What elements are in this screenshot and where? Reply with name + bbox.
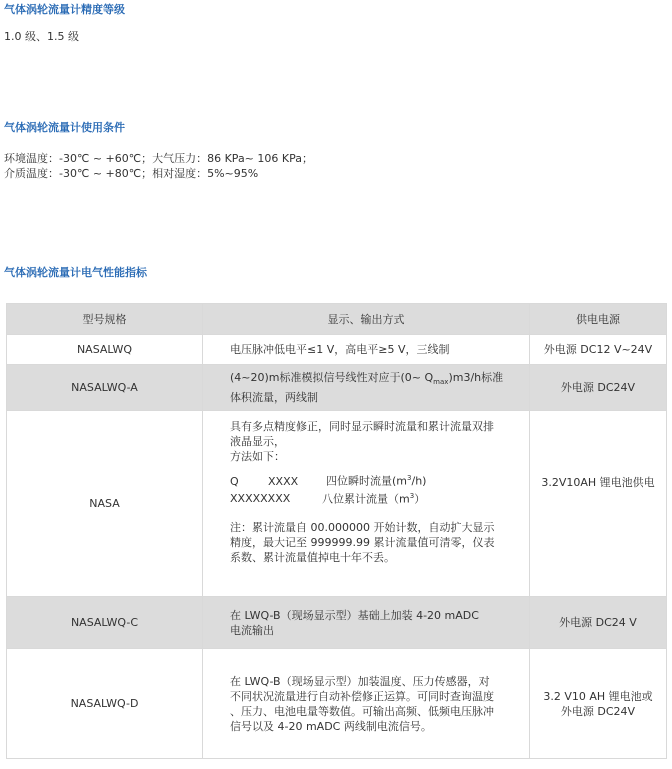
output-line: 液晶显示， <box>230 435 285 448</box>
output-cell <box>203 649 530 759</box>
output-line: (4~20)m标准模拟信号线性对应于(0~ $Q_{max})m3/h$标准 <box>230 370 504 387</box>
model-cell: NASA <box>7 411 203 597</box>
output-line: 在 LWQ-B（现场显示型）加装温度、压力传感器，对 <box>230 674 490 688</box>
conditions-line-2: 介质温度：-30℃ ~ +80℃；相对湿度：5%~95% <box>4 167 259 180</box>
table-header-row <box>7 304 667 335</box>
output-cell <box>203 597 530 649</box>
table-row <box>7 365 667 411</box>
power-cell: 外电源 DC24V <box>530 365 667 411</box>
note-line: 注：累计流量自 00.000000 开始计数，自动扩大显示 <box>230 521 495 535</box>
header-power: 供电电源 <box>530 304 667 335</box>
model-cell: NASALWQ-C <box>7 597 203 649</box>
output-line: 信号以及 4-20 mADC 两线制电流信号。 <box>230 719 432 733</box>
table-row <box>7 649 667 759</box>
output-line: 体积流量，两线制 <box>230 391 318 405</box>
header-output: 显示、输出方式 <box>203 304 530 335</box>
model-cell: NASALWQ <box>7 335 203 365</box>
output-line: 具有多点精度修正，同时显示瞬时流量和累计流量双排 <box>230 420 494 433</box>
display-format-total: XXXXXXXX 八位累计流量$(m^3)$ <box>230 491 426 506</box>
conditions-line-1: 环境温度：-30℃ ~ +60℃；大气压力：86 KPa~ 106 KPa； <box>4 152 313 165</box>
output-cell <box>203 365 530 411</box>
conditions-heading: 气体涡轮流量计使用条件 <box>4 121 125 134</box>
table-row <box>7 335 667 365</box>
output-cell <box>203 411 530 597</box>
output-cell: 电压脉冲低电平≤1 V，高电平≥5 V，三线制 <box>203 335 530 365</box>
power-line: 外电源 DC24V <box>560 704 636 718</box>
accuracy-text: 1.0 级、1.5 级 <box>4 30 79 43</box>
table-row <box>7 597 667 649</box>
output-line: 电流输出 <box>230 623 274 637</box>
power-cell: 外电源 DC12 V~24V <box>530 335 667 365</box>
accuracy-heading: 气体涡轮流量计精度等级 <box>4 3 125 16</box>
power-cell: 3.2V10AH 锂电池供电 <box>530 411 667 597</box>
output-line: 方法如下： <box>230 450 285 463</box>
output-line: 、压力、电池电量等数值。可输出高频、低频电压脉冲 <box>230 704 494 718</box>
power-cell: 外电源 DC24 V <box>530 597 667 649</box>
display-format-instant: Q XXXX 四位瞬时流量$(m^3/h)$ <box>230 474 427 488</box>
output-line: 不同状况流量进行自动补偿修正运算。可同时查询温度 <box>230 689 494 703</box>
header-model: 型号规格 <box>7 304 203 335</box>
power-cell <box>530 649 667 759</box>
note-line: 系数、累计流量值掉电十年不丢。 <box>230 551 395 565</box>
model-cell: NASALWQ-A <box>7 365 203 411</box>
power-line: 3.2 V10 AH 锂电池或 <box>543 689 653 703</box>
electrical-spec-table <box>6 303 667 759</box>
model-cell: NASALWQ-D <box>7 649 203 759</box>
note-line: 精度，最大记至 999999.99 累计流量值可清零，仪表 <box>230 536 495 550</box>
table-row <box>7 411 667 597</box>
output-line: 在 LWQ-B（现场显示型）基础上加装 4-20 mADC <box>230 608 479 622</box>
electrical-heading: 气体涡轮流量计电气性能指标 <box>4 266 147 279</box>
